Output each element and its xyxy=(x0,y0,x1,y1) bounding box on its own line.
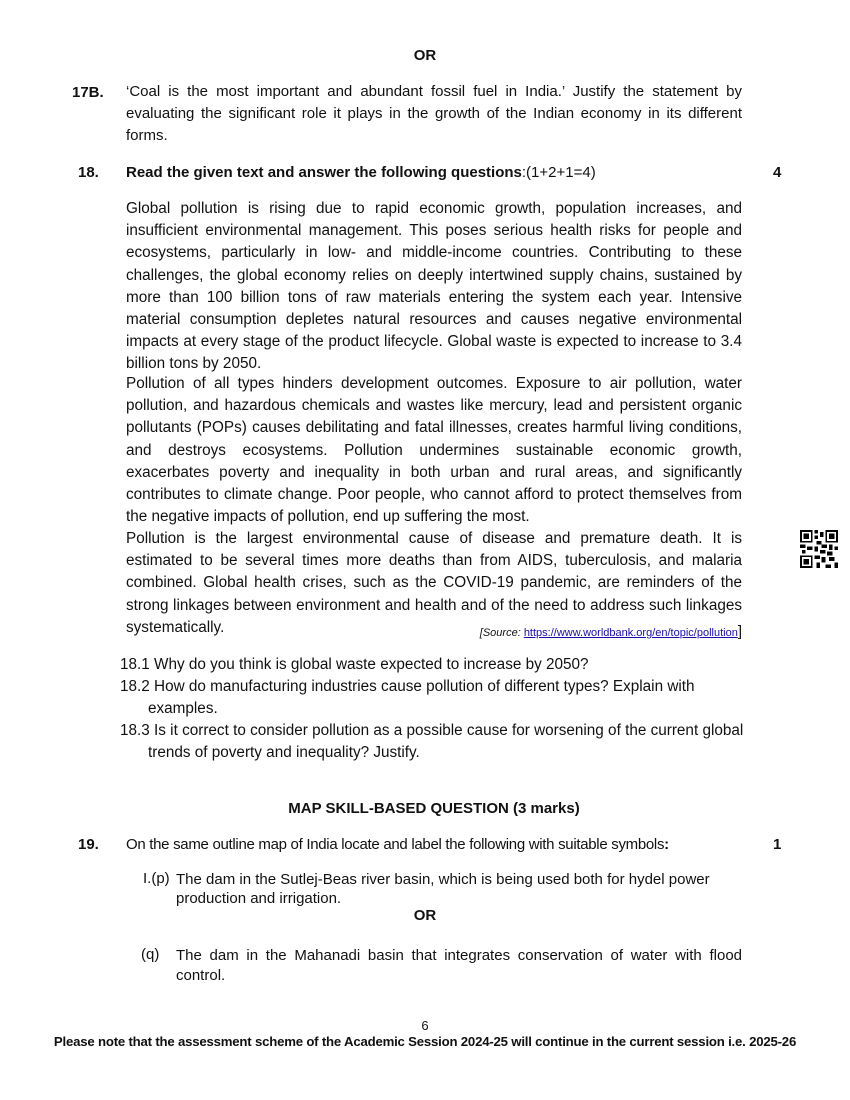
question-17b-text: ‘Coal is the most important and abundant fossil fuel in India.’ Justify the statement by evaluating the significant role it plays in the growth of the Indian economy in its different forms. xyxy=(126,83,742,144)
question-18-prompt xyxy=(126,164,596,181)
question-18-marks-split: :(1+2+1=4) xyxy=(521,164,596,181)
or-separator-top: OR xyxy=(413,47,437,64)
subquestion-18-1: 18.1 Why do you think is global waste expected to increase by 2050? xyxy=(120,656,589,673)
source-label: [Source: xyxy=(479,626,524,639)
map-section-title: MAP SKILL-BASED QUESTION (3 marks) xyxy=(288,800,580,817)
question-19-part-q-text: The dam in the Mahanadi basin that integrates conservation of water with flood control. xyxy=(176,947,742,984)
passage-paragraph-3 xyxy=(126,528,742,644)
passage-paragraph-3-text: Pollution is the largest environmental cause of disease and premature death. It is estimated to be several times more deaths than from AIDS, tuberculosis, and malaria combined. Global health crises, such as the COVID-19 pandemic, are reminders of the strong linkages between environment and health and of the need to address such linkages systematically. xyxy=(126,530,742,636)
question-19-part-p-label: I.(p) xyxy=(143,870,170,887)
question-18-marks: 4 xyxy=(773,164,782,181)
question-18-prompt-text: Read the given text and answer the following questions xyxy=(126,164,522,181)
question-19-number: 19. xyxy=(78,836,99,853)
subquestion-list xyxy=(120,654,750,764)
subquestion-18-3: 18.3 Is it correct to consider pollution as a possible cause for worsening of the current global trends of poverty and inequality? Justify. xyxy=(120,722,744,761)
subquestion-18-2: 18.2 How do manufacturing industries cause pollution of different types? Explain with examples. xyxy=(120,678,695,717)
question-19-text xyxy=(126,836,669,853)
question-19-text-body: On the same outline map of India locate and label the following with suitable symbols xyxy=(126,836,665,853)
footer-note: Please note that the assessment scheme of the Academic Session 2024-25 will continue in the current session i.e. 2025-26 xyxy=(53,1034,797,1049)
source-citation xyxy=(480,621,742,644)
qr-code-icon xyxy=(800,530,838,568)
question-19-part-q-label: (q) xyxy=(141,946,160,963)
question-19-colon: : xyxy=(664,836,669,853)
question-17b-number: 17B. xyxy=(72,84,104,101)
passage-paragraph-2: Pollution of all types hinders development outcomes. Exposure to air pollution, water pollution, and hazardous chemicals and wastes like mercury, lead and persistent organic pollutants (POPs) causes debilitating and fatal illnesses, creates harmful living conditions, and destroys ecosystems. Pollution undermines sustainable economic growth, exacerbates poverty and inequality in both urban and rural areas, and significantly contributes to climate change. Poor people, who cannot afford to protect themselves from the negative impacts of pollution, end up suffering the most. xyxy=(126,375,742,526)
source-link[interactable]: https://www.worldbank.org/en/topic/pollution xyxy=(523,626,738,639)
page-number: 6 xyxy=(421,1018,429,1033)
question-19-part-p-text: The dam in the Sutlej-Beas river basin, which is being used both for hydel power production and irrigation. xyxy=(176,871,710,907)
question-18-number: 18. xyxy=(78,164,99,181)
question-19-marks: 1 xyxy=(773,836,782,853)
or-separator-map: OR xyxy=(413,907,437,924)
source-close: ] xyxy=(737,622,742,640)
passage-paragraph-1: Global pollution is rising due to rapid economic growth, population increases, and insufficient environmental management. This poses serious health risks for people and ecosystems, particularly in low- and middle-income countries. Contributing to these challenges, the global economy relies on deeply intertwined supply chains, sustained by more than 100 billion tons of raw materials entering the system each year. Intensive material consumption depletes natural resources and causes negative environmental impacts at every stage of the product lifecycle. Global waste is expected to increase to 3.4 billion tons by 2050. xyxy=(126,200,742,373)
